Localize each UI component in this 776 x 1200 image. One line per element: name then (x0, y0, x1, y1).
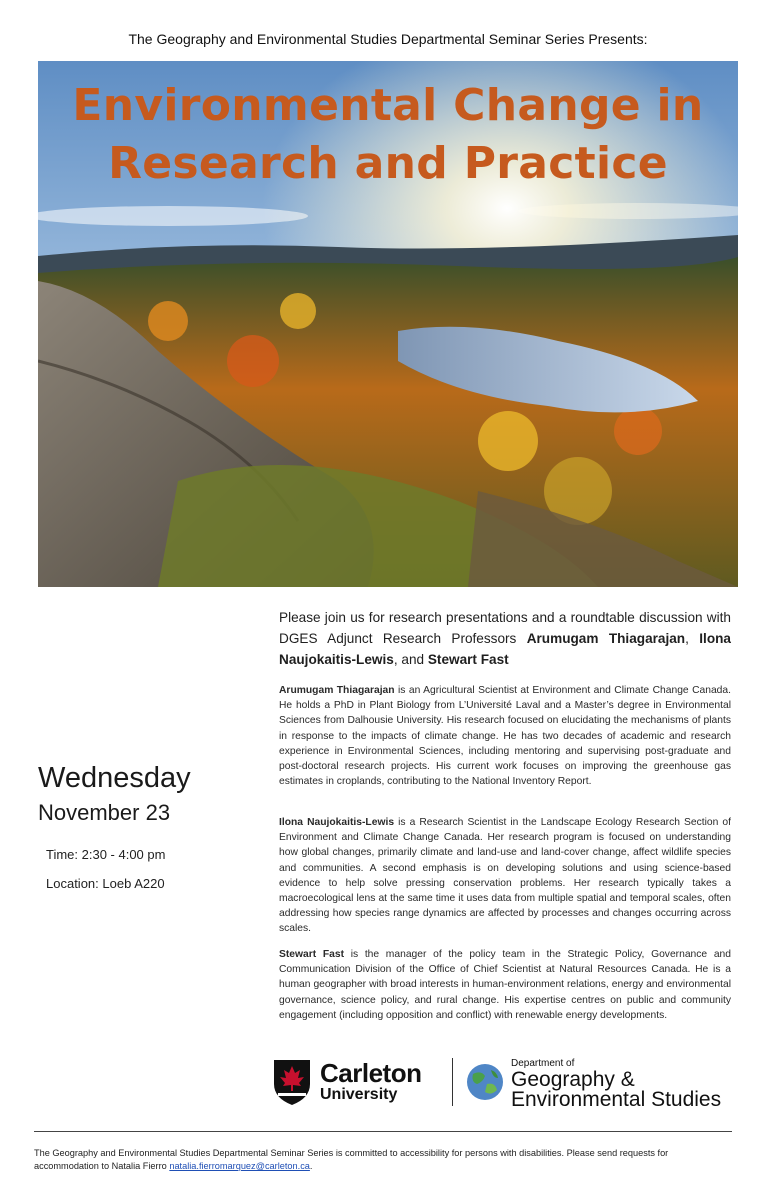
intro-speaker-3: Stewart Fast (427, 652, 509, 667)
globe-icon (465, 1062, 505, 1102)
bio-text: is the manager of the policy team in the Strategic Policy, Governance and Communication Division of the Office of Chief Scientist at Natural Resources Canada. He is a human geographer with broad interests in human-environment relations, energy and environmental governance, science policy, and rural change. His expertise centres on public and community engagement (including opposition and conflict) with renewable energy developments. (279, 949, 732, 1021)
bio-name: Arumugam Thiagarajan (279, 685, 395, 696)
bio-name: Stewart Fast (279, 949, 345, 960)
intro-speaker-1: Arumugam Thiagarajan (526, 631, 686, 646)
intro-separator-1: , (685, 631, 700, 646)
intro-text: Please join us for research presentations and a roundtable discussion with DGES Adjunct Research Professors (279, 610, 731, 646)
hero-landscape-photo (38, 61, 738, 587)
accessibility-footer (34, 1147, 734, 1173)
title-line-1: Environmental Change in (72, 80, 704, 131)
contact-email-link[interactable]: natalia.fierromarquez@carleton.ca (169, 1161, 310, 1171)
seminar-title (38, 77, 738, 193)
university-wordmark: University (320, 1086, 398, 1103)
bio-fast (279, 947, 731, 1023)
dept-label: Department of (511, 1058, 575, 1069)
dges-logo (465, 1058, 735, 1110)
event-day: Wednesday (38, 762, 191, 794)
footer-end: . (309, 1161, 313, 1171)
footer-text: The Geography and Environmental Studies Departmental Seminar Series is committed to accessibility for persons with disabilities. Please send requests for accommodation to Natalia Fierro (34, 1148, 669, 1171)
series-header: The Geography and Environmental Studies Departmental Seminar Series Presents: (128, 31, 648, 47)
dept-name-line-2: Environmental Studies (511, 1088, 722, 1111)
carleton-shield-icon (272, 1058, 312, 1106)
logo-divider (452, 1058, 453, 1106)
bio-text: is a Research Scientist in the Landscape Ecology Research Section of Environment and Climate Change Canada. Her research program is focused on understanding how global changes, primarily climate and land-use and land-cover change, affect wildlife species and communities. A second emphasis is on developing solutions and using science-based evidence to help solve pressing conservation problems. Her research typically takes a macroecological lens at the same time it uses data from multiple spatial and temporal scales, often addressing how species range dynamics are affected by processes and changes occurring across scales. (279, 817, 731, 935)
carleton-university-logo (272, 1058, 442, 1108)
bio-name: Ilona Naujokaitis-Lewis (279, 817, 395, 828)
event-location: Location: Loeb A220 (46, 876, 165, 891)
bio-naujokaitis-lewis (279, 815, 731, 937)
title-line-2: Research and Practice (108, 138, 668, 189)
dept-name-line-1: Geography & (511, 1068, 635, 1091)
bio-text: is an Agricultural Scientist at Environment and Climate Change Canada. He holds a PhD in Plant Biology from L’Université Laval and a Master’s degree in Environmental Sciences from Dalhousie University. His research focused on elucidating the mechanisms of plants in response to the impacts of climate change. He has two decades of academic and research experience in Environmental Sciences, including mentoring and supervising post-graduate and post-doctoral research projects. His current work focuses on improving the greenhouse gas estimates in croplands, contributing to the National Inventory Report. (279, 685, 731, 788)
footer-rule (34, 1131, 732, 1132)
event-time: Time: 2:30 - 4:00 pm (46, 847, 166, 862)
carleton-wordmark: Carleton (320, 1058, 422, 1088)
event-date: November 23 (38, 800, 171, 825)
intro-paragraph (279, 607, 731, 670)
intro-separator-2: , and (393, 652, 428, 667)
intro-speaker-2: Ilona Naujokaitis-Lewis (279, 631, 731, 667)
bio-thiagarajan (279, 683, 731, 789)
